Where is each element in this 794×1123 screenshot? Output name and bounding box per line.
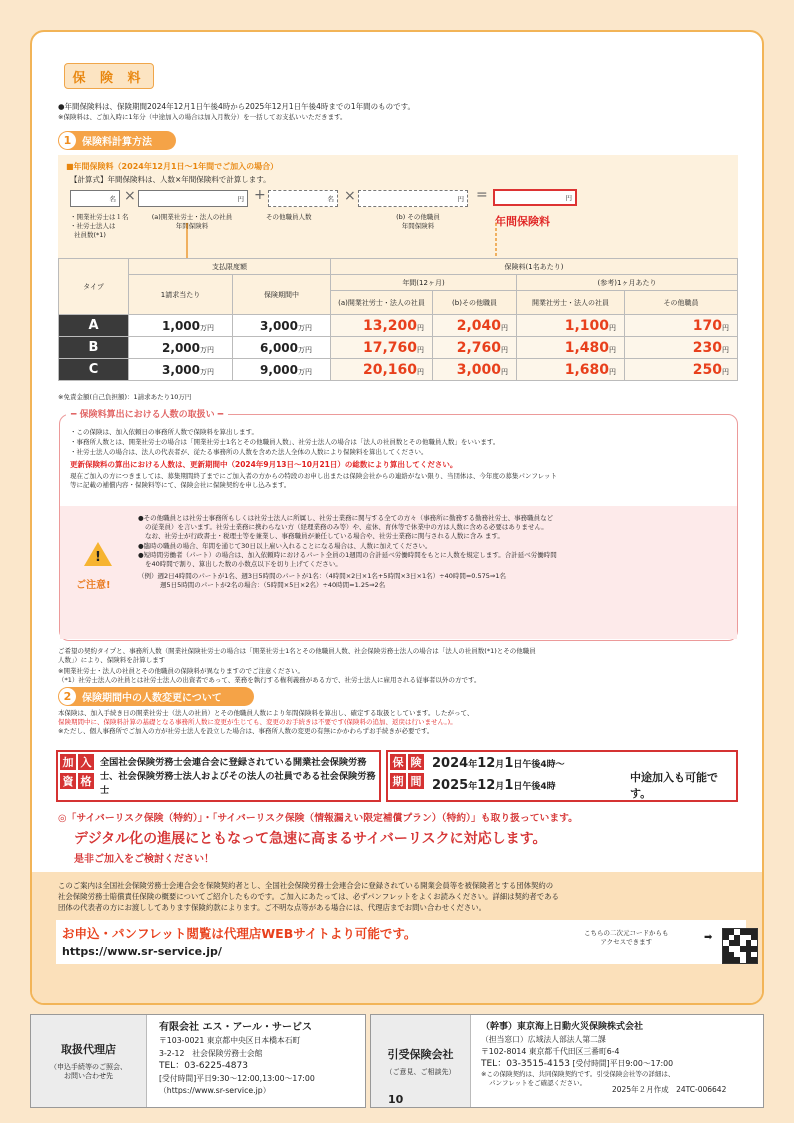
times-sign-2: × bbox=[344, 188, 356, 204]
intro-line1: ●年間保険料は、保険期間2024年12月1日午後4時から2025年12月1日午後4時までの1年間のものです。 bbox=[58, 102, 416, 111]
apply-banner bbox=[56, 920, 746, 964]
insurer-label: 引受保険会社 bbox=[387, 1047, 454, 1061]
rule-line: ・この保険は、加入依頼日の事務所人数で保険料を算出します。 bbox=[70, 428, 258, 436]
table-row bbox=[59, 315, 738, 337]
notice-line: 団体の代表者の方にお渡ししてあります保険約款によります。ご不明な点等がある場合には、代理店までお問い合わせください。 bbox=[58, 903, 487, 912]
cell-type: A bbox=[59, 315, 129, 337]
header-period: 保険期間中 bbox=[233, 275, 331, 315]
insurer-note: パンフレットをご確認ください。 bbox=[489, 1079, 587, 1087]
eligibility-box: 加 入 資 格 全国社会保険労務士会連合会に登録されている開業社会保険労務士、社会保険労務士法人およびその法人の社員である社会保険労務士 bbox=[56, 750, 381, 802]
rule-line: ・社労士法人の場合は、法人の代表者が、従たる事務所の人数を含めた法人全体の人数により保険料を算出してください。 bbox=[70, 448, 428, 456]
other-people-box: 名 bbox=[268, 190, 338, 207]
cyber-line3: 是非ご加入をご検討ください！ bbox=[74, 854, 214, 865]
cell-period: 6,000万円 bbox=[233, 337, 331, 359]
header-mb: その他職員 bbox=[625, 291, 738, 315]
result-box: 円 bbox=[493, 189, 577, 206]
footer-code: 2025年２月作成 24TC-006642 bbox=[612, 1085, 727, 1094]
agency-sub: お問い合わせ先 bbox=[64, 1072, 113, 1080]
notice-line: このご案内は全国社会保険労務士会連合会を保険契約者とし、全国社会保険労務士会連合会に登録されている開業会員等を被保険者とする団体契約の bbox=[58, 881, 554, 890]
cell-a: 17,760円 bbox=[331, 337, 433, 359]
header-annual: 年間(12ヶ月) bbox=[331, 275, 517, 291]
rule-line: 現在ご加入の方につきましては、募集期間終了までにご加入者の方からの特段のお申し出または保険会社からの連絡がない限り、当団体は、今年度の募集パンフレット bbox=[70, 472, 558, 480]
label-b1: (a)開業社労士・法人の社員 bbox=[151, 213, 233, 221]
cell-per_claim: 3,000万円 bbox=[129, 359, 233, 381]
caution-line: を40時間で割り、算出した数の小数点以下を切り上げてください。 bbox=[145, 560, 342, 568]
cell-mb: 230円 bbox=[625, 337, 738, 359]
cell-mb: 250円 bbox=[625, 359, 738, 381]
cell-b: 2,760円 bbox=[433, 337, 517, 359]
premium-a-box: 円 bbox=[138, 190, 248, 207]
cell-ma: 1,480円 bbox=[517, 337, 625, 359]
rule-line: 等に記載の補償内容・保険料等にて、保険会社に保険契約を申し込みます。 bbox=[70, 481, 291, 489]
qr-text: こちらの二次元コードからも bbox=[584, 929, 669, 937]
header-ma: 開業社労士・法人の社員 bbox=[517, 291, 625, 315]
table-row bbox=[59, 359, 738, 381]
header-a: (a)開業社労士・法人の社員 bbox=[331, 291, 433, 315]
cyber-line1: ◎「サイバーリスク保険（特約）」・「サイバーリスク保険（情報漏えい限定補償プラン）（特約）」も取り扱っています。 bbox=[58, 813, 578, 824]
page-number: 10 bbox=[388, 1093, 404, 1106]
notice-line: 社会保険労務士賠償責任保険の概要についてご紹介したものです。ご加入にあたっては、必ずパンフレットをよくお読みください。詳細は契約者である bbox=[58, 892, 559, 901]
agency-sub: （申込手続等のご照会、 bbox=[50, 1063, 127, 1071]
cell-mb: 170円 bbox=[625, 315, 738, 337]
cell-a: 20,160円 bbox=[331, 359, 433, 381]
agency-tel: TEL：03-6225-4873 bbox=[159, 1061, 248, 1071]
section2-title: 保険期間中の人数変更について bbox=[82, 693, 222, 704]
label-d2: 年間保険料 bbox=[401, 222, 435, 230]
cell-ma: 1,100円 bbox=[517, 315, 625, 337]
calc-subtitle: ■年間保険料（2024年12月1日～1年間でご加入の場合） bbox=[66, 162, 279, 171]
cell-type: B bbox=[59, 337, 129, 359]
cell-ma: 1,680円 bbox=[517, 359, 625, 381]
arrow-right-icon: ➡ bbox=[704, 932, 713, 943]
cell-b: 2,040円 bbox=[433, 315, 517, 337]
insurer-dept: （担当窓口）広域法人部法人第二課 bbox=[481, 1035, 606, 1044]
apply-url[interactable]: https://www.sr-service.jp/ bbox=[62, 945, 222, 958]
agency-box bbox=[30, 1014, 366, 1108]
header-limit: 支払限度額 bbox=[129, 259, 331, 275]
label-a1: ・開業社労士は１名 bbox=[70, 213, 129, 221]
period-box: 保 険 期 間 2024年12月1日午後4時～ 2025年12月1日午後4時 中途加入も可能です。 bbox=[386, 750, 738, 802]
caution-label: ご注意! bbox=[76, 580, 111, 591]
section2-line: 保険期間中に、保険料計算の基礎となる事務所人数に変更が生じても、変更のお手続きは不要です(保険料の追加、返戻は行いません。)。 bbox=[58, 718, 457, 726]
insurer-name: （幹事）東京海上日動火災保険株式会社 bbox=[481, 1022, 644, 1032]
after-note: ご希望の契約タイプと、事務所人数（開業社保険社労士の場合は「開業社労士1名とその他職員人数、社会保険労務士法人の場合は「法人の社員数(*1)とその他職員 bbox=[58, 647, 536, 655]
apply-text: お申込・パンフレット閲覧は代理店WEBサイトより可能です。 bbox=[62, 926, 417, 941]
insurer-sub: （ご意見、ご相談先） bbox=[385, 1067, 456, 1076]
header-b: (b)その他職員 bbox=[433, 291, 517, 315]
midway-text: 中途加入も可能です。 bbox=[630, 771, 718, 800]
cell-per_claim: 2,000万円 bbox=[129, 337, 233, 359]
after-note: （*1）社労士法人の社員とは社労士法人の出資者であって、業務を執行する権利義務がある方で、社労士法人に雇用される従事者以外の方です。 bbox=[58, 676, 481, 684]
cell-a: 13,200円 bbox=[331, 315, 433, 337]
cyber-line2: デジタル化の進展にともなって急速に高まるサイバーリスクに対応します。 bbox=[74, 831, 547, 847]
agency-label: 取扱代理店 bbox=[61, 1043, 116, 1056]
caution-line: の従業員）を言います。社労士業務に携わらない方（経理業務のみ等）や、産休、育休等で休業中の方は人数に含める必要はありません。 bbox=[145, 523, 548, 531]
page-title: 保 険 料 bbox=[64, 63, 154, 89]
rules-title: ━ 保険料算出における人数の取扱い ━ bbox=[66, 407, 228, 420]
cell-per_claim: 1,000万円 bbox=[129, 315, 233, 337]
section2-line: ※ただし、個人事務所でご加入の方が社労士法人を設立した場合は、事務所人数の変更の有無にかかわらずお手続きが必要です。 bbox=[58, 727, 434, 735]
people-box: 名 bbox=[70, 190, 120, 207]
rule-line: ・事務所人数とは、開業社労士の場合は「開業社労士1名とその他職員人数」、社労士法人の場合は「法人の社員数とその他職員人数」をいいます。 bbox=[70, 438, 500, 446]
label-c: その他職員人数 bbox=[266, 213, 312, 221]
intro-line2: ※保険料は、ご加入時に1年分（中途加入の場合は加入月数分）を一括してお支払いいただきます。 bbox=[58, 113, 347, 121]
caution-line: なお、社労士が行政書士・税理士等を兼業し、事務職員が兼任している場合や、社労士業務に関与される人数に含み ます。 bbox=[145, 532, 504, 540]
agency-name: 有限会社 エス・アール・サービス bbox=[159, 1022, 312, 1033]
header-monthly: (参考)1ヶ月あたり bbox=[517, 275, 738, 291]
qr-code[interactable] bbox=[722, 928, 758, 964]
caution-area: ! ご注意! ●その他職員とは社労士事務所もしくは社労士法人に所属し、社労士業務に関与する全ての方々（事務所に勤務する勤務社労士、事務職員など の従業員）を言います。社労士業務に携わらない方（経理業務のみ等）や、産休、育休等で休業中の方は人数に含める必要はありません。 なお、社労士が行政書士・税理士等を兼業し、事務職員が兼任している場合や、社労士業務に関与される人数に含み ます。 ●臨時の職員の場合、年間を通じて30日以上雇い入れることになる場合は、人数に加えてください。 ●短時間労働者（パート）の場合は、加入依頼時におけるパート全員の1週間の合計延べ労働時間をもとに人数を規定します。合計延べ労働時間 を40時間で割り、算出した数の小数点以下を切り上げてください。 （例）週2日4時間のパートが1名、週3日5時間のパートが1名：（4時間×2日×1名+5時間×3日×1名）÷40時間=0.575⇒1名 週5日5時間のパートが2名の場合：（5時間×5日×2名）÷40時間=1.25⇒2名 bbox=[60, 506, 737, 639]
main-panel bbox=[30, 30, 764, 1005]
caution-example: （例）週2日4時間のパートが1名、週3日5時間のパートが1名：（4時間×2日×1名+5時間×3日×1名）÷40時間=0.575⇒1名 bbox=[138, 572, 506, 580]
header-premium: 保険料(1名あたり) bbox=[331, 259, 738, 275]
times-sign-1: × bbox=[124, 188, 136, 204]
section2-line: 本保険は、加入手続き日の開業社労士（法人の社員）とその他職員人数により年間保険料を算出し、確定する取扱としています。したがって、 bbox=[58, 709, 474, 717]
after-note: ※開業社労士・法人の社員とその他職員の保険料が異なりますのでご注意ください。 bbox=[58, 667, 304, 675]
premium-b-box: 円 bbox=[358, 190, 468, 207]
cell-period: 9,000万円 bbox=[233, 359, 331, 381]
caution-example: 週5日5時間のパートが2名の場合：（5時間×5日×2名）÷40時間=1.25⇒2名 bbox=[160, 581, 386, 589]
section2-number: 2 bbox=[59, 688, 76, 705]
header-per-claim: 1請求当たり bbox=[129, 275, 233, 315]
caution-line: ●短時間労働者（パート）の場合は、加入依頼時におけるパート全員の1週間の合計延べ労働時間をもとに人数を規定します。合計延べ労働時間 bbox=[138, 551, 557, 559]
label-a2: ・社労士法人は bbox=[70, 222, 116, 230]
rules-text bbox=[70, 428, 730, 490]
section1-title: 保険料計算方法 bbox=[82, 137, 152, 148]
agency-hours: [受付時間]平日9:30～12:00,13:00～17:00 bbox=[159, 1073, 315, 1083]
result-label: 年間保険料 bbox=[495, 215, 550, 228]
caution-line: ●その他職員とは社労士事務所もしくは社労士法人に所属し、社労士業務に関与する全ての方々（事務所に勤務する勤務社労士、事務職員など bbox=[138, 514, 554, 522]
premium-table bbox=[58, 258, 738, 381]
caution-line: ●臨時の職員の場合、年間を通じて30日以上雇い入れることになる場合は、人数に加えてください。 bbox=[138, 542, 432, 550]
insurer-note: ※この保険契約は、共同保険契約です。引受保険会社等の詳細は、 bbox=[481, 1070, 675, 1078]
label-b2: 年間保険料 bbox=[175, 222, 209, 230]
insurer-addr: 〒102-8014 東京都千代田区三番町6-4 bbox=[481, 1047, 620, 1056]
cell-period: 3,000万円 bbox=[233, 315, 331, 337]
section2-heading bbox=[58, 687, 254, 706]
section1-number: 1 bbox=[59, 132, 76, 149]
rule-line-highlight: 更新保険料の算出における人数は、更新期間中（2024年9月13日～10月21日）の総数により算出してください。 bbox=[70, 460, 458, 469]
period-start: 2024年12月1日午後4時～ bbox=[432, 756, 565, 771]
agency-addr: 3-2-12 社会保険労務士会館 bbox=[159, 1048, 263, 1058]
qr-text: アクセスできます bbox=[600, 938, 653, 946]
header-type: タイプ bbox=[59, 259, 129, 315]
period-end: 2025年12月1日午後4時 bbox=[432, 778, 556, 793]
after-note: 人数」）により、保険料を計算します bbox=[58, 656, 166, 664]
table-row bbox=[59, 337, 738, 359]
table-note: ※免責金額(自己負担額)：1請求あたり10万円 bbox=[58, 393, 192, 401]
cell-b: 3,000円 bbox=[433, 359, 517, 381]
calc-formula: 【計算式】年間保険料は、人数×年間保険料で計算します。 bbox=[70, 175, 271, 184]
cell-type: C bbox=[59, 359, 129, 381]
plus-sign: + bbox=[254, 187, 266, 203]
insurer-contact: TEL：03-3515-4153 [受付時間]平日9:00～17:00 bbox=[481, 1059, 674, 1069]
equals-sign: = bbox=[476, 187, 488, 203]
agency-url[interactable]: （https://www.sr-service.jp） bbox=[159, 1086, 271, 1095]
agency-addr: 〒103-0021 東京都中央区日本橋本石町 bbox=[159, 1036, 301, 1045]
label-a3: 社員数(*1) bbox=[74, 231, 106, 239]
eligibility-text: 全国社会保険労務士会連合会に登録されている開業社会保険労務士、社会保険労務士法人およびその法人の社員である社会保険労務士 bbox=[100, 757, 376, 796]
label-d1: (b) その他職員 bbox=[396, 213, 440, 221]
